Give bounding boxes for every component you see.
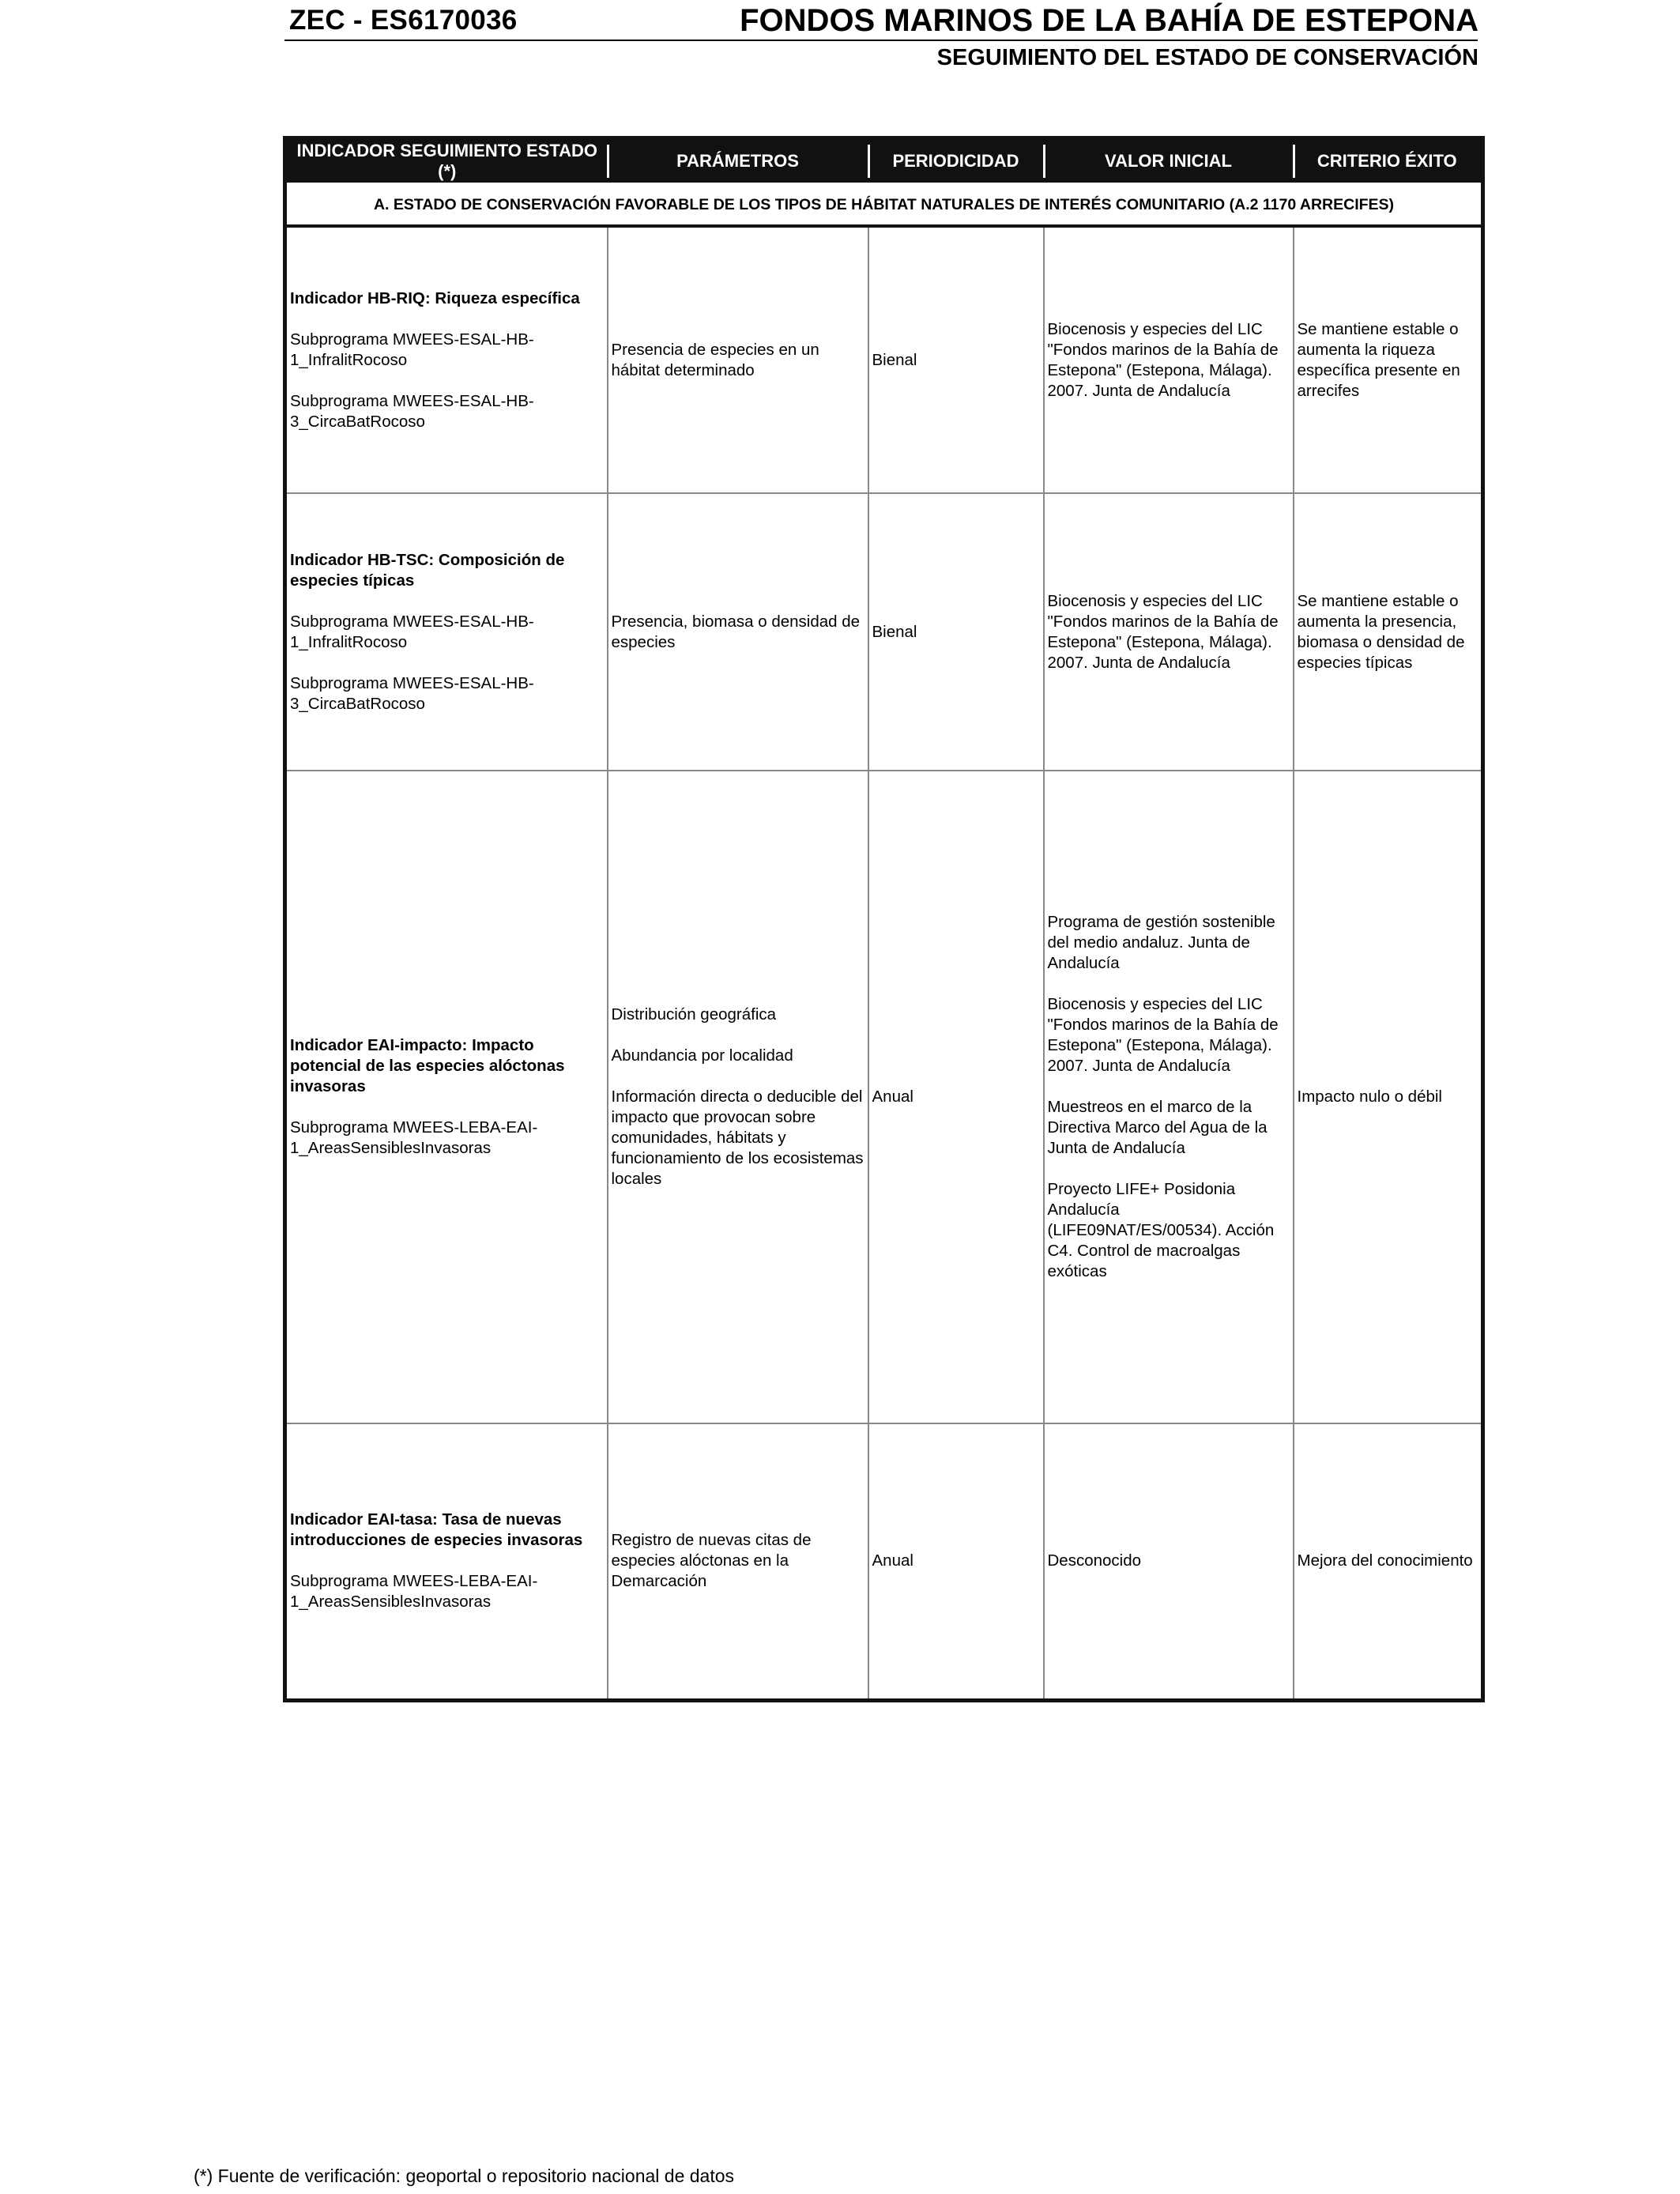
- table-row: [285, 1423, 1483, 1700]
- periodicity-text: Bienal: [872, 350, 917, 369]
- parameter-text: Presencia, biomasa o densidad de especies: [611, 612, 861, 651]
- indicator-title: Indicador HB-TSC: Composición de especies típicas: [290, 550, 565, 590]
- periodicity-text: Bienal: [872, 622, 917, 641]
- column-header-initial-value: VALOR INICIAL: [1044, 138, 1294, 184]
- column-header-indicator: INDICADOR SEGUIMIENTO ESTADO (*): [285, 138, 608, 184]
- periodicity-cell: [868, 493, 1044, 771]
- column-header-success-criterion: CRITERIO ÉXITO: [1294, 138, 1483, 184]
- periodicity-cell: [868, 226, 1044, 493]
- table-row: [285, 493, 1483, 771]
- footnote: (*) Fuente de verificación: geoportal o repositorio nacional de datos: [194, 2166, 735, 2186]
- criterion-cell: [1294, 226, 1483, 493]
- initial-value-text: Biocenosis y especies del LIC "Fondos marinos de la Bahía de Estepona" (Estepona, Málaga). 2007. Junta de Andalucía: [1047, 995, 1279, 1075]
- site-code: ZEC - ES6170036: [289, 5, 518, 36]
- parameter-text: Registro de nuevas citas de especies alóctonas en la Demarcación: [611, 1531, 812, 1591]
- page-title: FONDOS MARINOS DE LA BAHÍA DE ESTEPONA: [740, 3, 1478, 38]
- initial-value-text: Proyecto LIFE+ Posidonia Andalucía (LIFE09NAT/ES/00534). Acción C4. Control de macroalgas exóticas: [1047, 1180, 1275, 1280]
- criterion-text: Impacto nulo o débil: [1297, 1088, 1442, 1106]
- criterion-cell: [1294, 771, 1483, 1423]
- parameters-cell: [608, 226, 868, 493]
- parameter-text: Distribución geográfica: [611, 1005, 777, 1023]
- subprogram: Subprograma MWEES-ESAL-HB-1_InfralitRocoso: [290, 330, 534, 369]
- subprogram: Subprograma MWEES-ESAL-HB-3_CircaBatRocoso: [290, 391, 534, 431]
- indicator-title: Indicador HB-RIQ: Riqueza específica: [290, 288, 580, 307]
- parameters-cell: [608, 1423, 868, 1700]
- criterion-cell: [1294, 1423, 1483, 1700]
- criterion-cell: [1294, 493, 1483, 771]
- criterion-text: Se mantiene estable o aumenta la presencia, biomasa o densidad de especies típicas: [1297, 591, 1465, 672]
- periodicity-cell: [868, 1423, 1044, 1700]
- periodicity-cell: [868, 771, 1044, 1423]
- subprogram: Subprograma MWEES-LEBA-EAI-1_AreasSensiblesInvasoras: [290, 1572, 538, 1612]
- periodicity-text: Anual: [872, 1551, 913, 1570]
- initial-value-text: Programa de gestión sostenible del medio andaluz. Junta de Andalucía: [1047, 913, 1275, 972]
- table-header-row: [285, 138, 1483, 184]
- initial-value-cell: [1044, 1423, 1294, 1700]
- criterion-text: Mejora del conocimiento: [1297, 1551, 1473, 1570]
- parameters-cell: [608, 771, 868, 1423]
- indicator-cell: [285, 771, 608, 1423]
- parameter-text: Información directa o deducible del impacto que provocan sobre comunidades, hábitats y funcionamiento de los ecosistemas locales: [611, 1088, 864, 1188]
- initial-value-cell: [1044, 493, 1294, 771]
- initial-value-text: Biocenosis y especies del LIC "Fondos marinos de la Bahía de Estepona" (Estepona, Málaga). 2007. Junta de Andalucía: [1047, 591, 1279, 672]
- parameter-text: Presencia de especies en un hábitat determinado: [611, 340, 819, 379]
- table-row: [285, 226, 1483, 493]
- periodicity-text: Anual: [872, 1088, 913, 1106]
- table-row: [285, 771, 1483, 1423]
- initial-value-cell: [1044, 771, 1294, 1423]
- indicator-title: Indicador EAI-impacto: Impacto potencial de las especies alóctonas invasoras: [290, 1036, 565, 1095]
- indicator-cell: [285, 226, 608, 493]
- section-row: [285, 184, 1483, 227]
- initial-value-cell: [1044, 226, 1294, 493]
- criterion-text: Se mantiene estable o aumenta la riqueza específica presente en arrecifes: [1297, 319, 1460, 400]
- subprogram: Subprograma MWEES-LEBA-EAI-1_AreasSensiblesInvasoras: [290, 1118, 538, 1157]
- column-header-periodicity: PERIODICIDAD: [868, 138, 1044, 184]
- page-subtitle: SEGUIMIENTO DEL ESTADO DE CONSERVACIÓN: [936, 45, 1478, 70]
- header-divider: [284, 40, 1478, 41]
- initial-value-text: Muestreos en el marco de la Directiva Marco del Agua de la Junta de Andalucía: [1047, 1098, 1268, 1157]
- parameters-cell: [608, 493, 868, 771]
- subprogram: Subprograma MWEES-ESAL-HB-1_InfralitRocoso: [290, 612, 534, 651]
- subprogram: Subprograma MWEES-ESAL-HB-3_CircaBatRocoso: [290, 673, 534, 713]
- column-header-parameters: PARÁMETROS: [608, 138, 868, 184]
- indicator-title: Indicador EAI-tasa: Tasa de nuevas introducciones de especies invasoras: [290, 1510, 583, 1550]
- section-a-title: A. ESTADO DE CONSERVACIÓN FAVORABLE DE LOS TIPOS DE HÁBITAT NATURALES DE INTERÉS COMUNITARIO (A.2 1170 ARRECIFES): [285, 184, 1483, 227]
- parameter-text: Abundancia por localidad: [611, 1046, 793, 1065]
- monitoring-table: [283, 136, 1485, 1702]
- initial-value-text: Desconocido: [1047, 1551, 1142, 1570]
- indicator-cell: [285, 493, 608, 771]
- indicator-cell: [285, 1423, 608, 1700]
- initial-value-text: Biocenosis y especies del LIC "Fondos marinos de la Bahía de Estepona" (Estepona, Málaga). 2007. Junta de Andalucía: [1047, 319, 1279, 400]
